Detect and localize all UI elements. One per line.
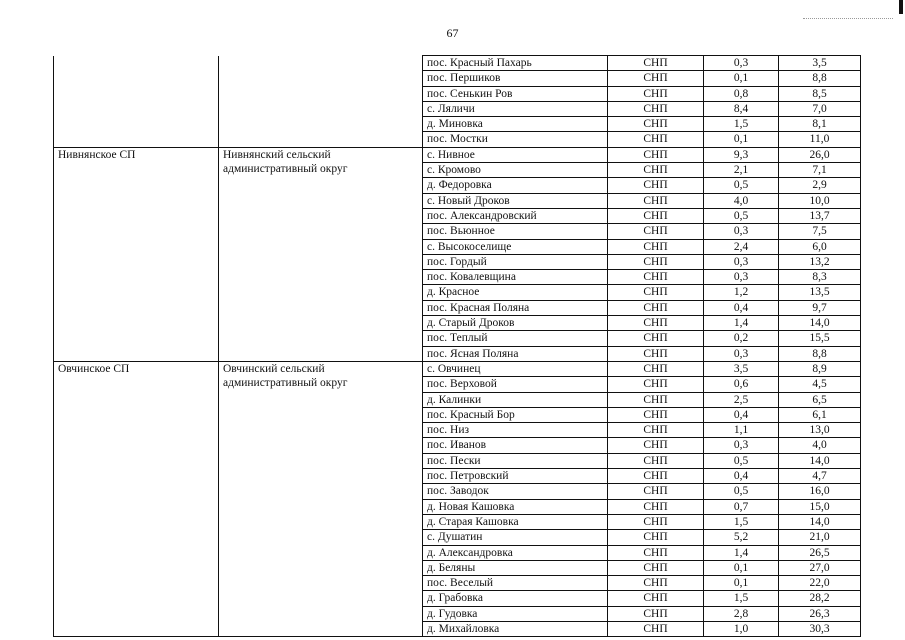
settlement-cell: с. Высокоселище: [423, 239, 608, 254]
type-cell: СНП: [608, 545, 704, 560]
table-row: [54, 117, 861, 132]
distance-cell: 8,3: [779, 270, 861, 285]
district-cell: [219, 514, 423, 529]
settlement-cell: с. Овчинец: [423, 361, 608, 376]
type-cell: СНП: [608, 392, 704, 407]
type-cell: СНП: [608, 101, 704, 116]
district-cell: [219, 438, 423, 453]
distance-cell: 3,5: [779, 56, 861, 71]
type-cell: СНП: [608, 560, 704, 575]
area-cell: 0,3: [704, 56, 779, 71]
settlement-cell: д. Михайловка: [423, 621, 608, 636]
type-cell: СНП: [608, 132, 704, 147]
municipality-cell: [54, 377, 219, 392]
settlement-cell: пос. Заводок: [423, 484, 608, 499]
area-cell: 1,4: [704, 316, 779, 331]
district-cell: [219, 484, 423, 499]
district-cell: [219, 178, 423, 193]
municipality-cell: [54, 591, 219, 606]
area-cell: 0,3: [704, 224, 779, 239]
type-cell: СНП: [608, 86, 704, 101]
area-cell: 5,2: [704, 530, 779, 545]
district-cell: [219, 86, 423, 101]
district-cell: [219, 621, 423, 636]
distance-cell: 6,5: [779, 392, 861, 407]
type-cell: СНП: [608, 300, 704, 315]
distance-cell: 22,0: [779, 576, 861, 591]
area-cell: 2,8: [704, 606, 779, 621]
type-cell: СНП: [608, 530, 704, 545]
district-cell: [219, 270, 423, 285]
table-row: [54, 316, 861, 331]
municipality-cell: [54, 407, 219, 422]
municipality-cell: [54, 71, 219, 86]
settlement-cell: д. Гудовка: [423, 606, 608, 621]
table-row: [54, 270, 861, 285]
distance-cell: 26,0: [779, 147, 861, 162]
distance-cell: 9,7: [779, 300, 861, 315]
distance-cell: 13,5: [779, 285, 861, 300]
area-cell: 2,1: [704, 163, 779, 178]
area-cell: 1,1: [704, 423, 779, 438]
distance-cell: 11,0: [779, 132, 861, 147]
type-cell: СНП: [608, 621, 704, 636]
district-cell: [219, 56, 423, 71]
district-cell: [219, 576, 423, 591]
type-cell: СНП: [608, 514, 704, 529]
distance-cell: 8,1: [779, 117, 861, 132]
settlement-cell: пос. Петровский: [423, 469, 608, 484]
municipality-cell: [54, 346, 219, 361]
table-row: [54, 377, 861, 392]
settlement-cell: пос. Красный Пахарь: [423, 56, 608, 71]
distance-cell: 14,0: [779, 514, 861, 529]
district-cell: [219, 101, 423, 116]
type-cell: СНП: [608, 316, 704, 331]
area-cell: 8,4: [704, 101, 779, 116]
distance-cell: 7,0: [779, 101, 861, 116]
area-cell: 0,5: [704, 208, 779, 223]
distance-cell: 4,0: [779, 438, 861, 453]
table-row: [54, 193, 861, 208]
type-cell: СНП: [608, 576, 704, 591]
table-row: [54, 132, 861, 147]
municipality-cell: [54, 438, 219, 453]
area-cell: 0,5: [704, 484, 779, 499]
area-cell: 2,5: [704, 392, 779, 407]
area-cell: 4,0: [704, 193, 779, 208]
municipality-cell: [54, 514, 219, 529]
distance-cell: 7,5: [779, 224, 861, 239]
district-label: Овчинский сельский административный округ: [223, 362, 348, 389]
municipality-cell: [54, 453, 219, 468]
settlement-cell: с. Ляличи: [423, 101, 608, 116]
table-row: [54, 224, 861, 239]
settlement-cell: пос. Пески: [423, 453, 608, 468]
municipality-cell: [54, 208, 219, 223]
distance-cell: 26,5: [779, 545, 861, 560]
type-cell: СНП: [608, 346, 704, 361]
municipality-cell: [54, 331, 219, 346]
distance-cell: 30,3: [779, 621, 861, 636]
municipality-cell: [54, 300, 219, 315]
settlement-cell: д. Беляны: [423, 560, 608, 575]
distance-cell: 4,5: [779, 377, 861, 392]
district-cell: [219, 392, 423, 407]
district-cell: [219, 224, 423, 239]
area-cell: 0,3: [704, 438, 779, 453]
district-cell: [219, 407, 423, 422]
distance-cell: 15,5: [779, 331, 861, 346]
district-cell: [219, 591, 423, 606]
municipality-cell: [54, 621, 219, 636]
area-cell: 0,3: [704, 270, 779, 285]
distance-cell: 28,2: [779, 591, 861, 606]
municipality-cell: [54, 254, 219, 269]
district-cell: [219, 254, 423, 269]
municipality-cell: [54, 163, 219, 178]
district-cell: [219, 117, 423, 132]
area-cell: 0,7: [704, 499, 779, 514]
table-row: [54, 239, 861, 254]
settlement-cell: д. Грабовка: [423, 591, 608, 606]
municipality-cell: Овчинское СП: [54, 361, 219, 376]
distance-cell: 4,7: [779, 469, 861, 484]
table-row: [54, 392, 861, 407]
district-cell: [219, 71, 423, 86]
table-row: [54, 530, 861, 545]
type-cell: СНП: [608, 606, 704, 621]
table-row: [54, 86, 861, 101]
type-cell: СНП: [608, 407, 704, 422]
municipality-cell: [54, 499, 219, 514]
area-cell: 0,3: [704, 346, 779, 361]
settlement-cell: с. Кромово: [423, 163, 608, 178]
district-cell: [219, 361, 423, 389]
scan-dotted-line: [803, 18, 893, 19]
distance-cell: 8,8: [779, 71, 861, 86]
type-cell: СНП: [608, 117, 704, 132]
table-row: [54, 484, 861, 499]
municipality-cell: [54, 132, 219, 147]
municipality-cell: Нивнянское СП: [54, 147, 219, 162]
type-cell: СНП: [608, 591, 704, 606]
municipality-cell: [54, 560, 219, 575]
type-cell: СНП: [608, 208, 704, 223]
distance-cell: 27,0: [779, 560, 861, 575]
municipality-cell: [54, 86, 219, 101]
area-cell: 0,1: [704, 71, 779, 86]
distance-cell: 13,7: [779, 208, 861, 223]
settlement-cell: д. Калинки: [423, 392, 608, 407]
table-row: [54, 545, 861, 560]
settlement-cell: пос. Александровский: [423, 208, 608, 223]
area-cell: 0,1: [704, 576, 779, 591]
type-cell: СНП: [608, 224, 704, 239]
type-cell: СНП: [608, 499, 704, 514]
settlements-table: [53, 55, 861, 637]
district-cell: [219, 285, 423, 300]
distance-cell: 2,9: [779, 178, 861, 193]
table-row: [54, 163, 861, 178]
type-cell: СНП: [608, 331, 704, 346]
table-row: [54, 576, 861, 591]
area-cell: 1,0: [704, 621, 779, 636]
area-cell: 2,4: [704, 239, 779, 254]
area-cell: 0,2: [704, 331, 779, 346]
settlement-cell: пос. Вьюнное: [423, 224, 608, 239]
type-cell: СНП: [608, 438, 704, 453]
settlement-cell: д. Александровка: [423, 545, 608, 560]
table-row: [54, 361, 861, 376]
municipality-cell: [54, 178, 219, 193]
settlement-cell: с. Нивное: [423, 147, 608, 162]
distance-cell: 26,3: [779, 606, 861, 621]
distance-cell: 13,0: [779, 423, 861, 438]
distance-cell: 14,0: [779, 453, 861, 468]
district-cell: [219, 208, 423, 223]
type-cell: СНП: [608, 254, 704, 269]
area-cell: 0,3: [704, 254, 779, 269]
district-cell: [219, 132, 423, 147]
type-cell: СНП: [608, 71, 704, 86]
settlement-cell: пос. Першиков: [423, 71, 608, 86]
type-cell: СНП: [608, 469, 704, 484]
settlement-cell: пос. Верховой: [423, 377, 608, 392]
distance-cell: 16,0: [779, 484, 861, 499]
settlement-cell: пос. Красная Поляна: [423, 300, 608, 315]
area-cell: 1,5: [704, 514, 779, 529]
municipality-cell: [54, 316, 219, 331]
settlement-cell: пос. Красный Бор: [423, 407, 608, 422]
municipality-cell: [54, 484, 219, 499]
district-cell: [219, 147, 423, 175]
settlement-cell: пос. Иванов: [423, 438, 608, 453]
settlement-cell: пос. Мостки: [423, 132, 608, 147]
district-cell: [219, 316, 423, 331]
area-cell: 9,3: [704, 147, 779, 162]
type-cell: СНП: [608, 270, 704, 285]
municipality-cell: [54, 285, 219, 300]
page-number: 67: [446, 26, 459, 40]
table-row: [54, 560, 861, 575]
type-cell: СНП: [608, 147, 704, 162]
municipality-cell: [54, 270, 219, 285]
type-cell: СНП: [608, 377, 704, 392]
table-row: [54, 453, 861, 468]
type-cell: СНП: [608, 285, 704, 300]
distance-cell: 8,5: [779, 86, 861, 101]
scan-corner-mark: [899, 0, 903, 14]
distance-cell: 8,9: [779, 361, 861, 376]
table-row: [54, 606, 861, 621]
table-row: [54, 101, 861, 116]
distance-cell: 6,0: [779, 239, 861, 254]
district-cell: [219, 300, 423, 315]
municipality-cell: [54, 224, 219, 239]
table-row: [54, 621, 861, 636]
area-cell: 1,4: [704, 545, 779, 560]
type-cell: СНП: [608, 484, 704, 499]
distance-cell: 21,0: [779, 530, 861, 545]
district-cell: [219, 545, 423, 560]
district-cell: [219, 239, 423, 254]
area-cell: 0,1: [704, 132, 779, 147]
table-row: [54, 407, 861, 422]
table-row: [54, 499, 861, 514]
municipality-cell: [54, 530, 219, 545]
settlement-cell: д. Федоровка: [423, 178, 608, 193]
district-cell: [219, 560, 423, 575]
settlement-cell: д. Миновка: [423, 117, 608, 132]
settlement-cell: пос. Сенькин Ров: [423, 86, 608, 101]
distance-cell: 13,2: [779, 254, 861, 269]
table-row: [54, 208, 861, 223]
area-cell: 0,8: [704, 86, 779, 101]
area-cell: 0,6: [704, 377, 779, 392]
table-row: [54, 438, 861, 453]
municipality-cell: [54, 56, 219, 71]
settlement-cell: д. Новая Кашовка: [423, 499, 608, 514]
municipality-cell: [54, 469, 219, 484]
area-cell: 1,5: [704, 117, 779, 132]
settlement-cell: пос. Ясная Поляна: [423, 346, 608, 361]
table-row: [54, 285, 861, 300]
type-cell: СНП: [608, 239, 704, 254]
table-row: [54, 514, 861, 529]
district-cell: [219, 346, 423, 361]
type-cell: СНП: [608, 361, 704, 376]
table-row: [54, 469, 861, 484]
settlement-cell: с. Новый Дроков: [423, 193, 608, 208]
table-row: [54, 56, 861, 71]
municipality-cell: [54, 392, 219, 407]
settlement-cell: пос. Низ: [423, 423, 608, 438]
area-cell: 3,5: [704, 361, 779, 376]
municipality-cell: [54, 576, 219, 591]
municipality-cell: [54, 193, 219, 208]
area-cell: 0,4: [704, 300, 779, 315]
distance-cell: 7,1: [779, 163, 861, 178]
table-row: [54, 591, 861, 606]
type-cell: СНП: [608, 178, 704, 193]
table-row: [54, 423, 861, 438]
district-cell: [219, 530, 423, 545]
type-cell: СНП: [608, 193, 704, 208]
type-cell: СНП: [608, 423, 704, 438]
district-cell: [219, 606, 423, 621]
type-cell: СНП: [608, 453, 704, 468]
area-cell: 1,2: [704, 285, 779, 300]
settlement-cell: пос. Ковалевщина: [423, 270, 608, 285]
table-row: [54, 300, 861, 315]
distance-cell: 8,8: [779, 346, 861, 361]
municipality-cell: [54, 423, 219, 438]
settlement-cell: пос. Теплый: [423, 331, 608, 346]
district-cell: [219, 453, 423, 468]
settlement-cell: д. Красное: [423, 285, 608, 300]
district-cell: [219, 423, 423, 438]
table-row: [54, 147, 861, 162]
district-cell: [219, 499, 423, 514]
type-cell: СНП: [608, 56, 704, 71]
settlement-cell: с. Душатин: [423, 530, 608, 545]
distance-cell: 6,1: [779, 407, 861, 422]
municipality-cell: [54, 239, 219, 254]
table-row: [54, 346, 861, 361]
area-cell: 0,5: [704, 453, 779, 468]
distance-cell: 14,0: [779, 316, 861, 331]
municipality-cell: [54, 101, 219, 116]
municipality-cell: [54, 606, 219, 621]
type-cell: СНП: [608, 163, 704, 178]
municipality-cell: [54, 545, 219, 560]
settlement-cell: пос. Гордый: [423, 254, 608, 269]
table-row: [54, 331, 861, 346]
settlement-cell: пос. Веселый: [423, 576, 608, 591]
area-cell: 0,1: [704, 560, 779, 575]
area-cell: 0,4: [704, 469, 779, 484]
district-cell: [219, 469, 423, 484]
area-cell: 0,4: [704, 407, 779, 422]
area-cell: 1,5: [704, 591, 779, 606]
settlement-cell: д. Старая Кашовка: [423, 514, 608, 529]
district-cell: [219, 193, 423, 208]
distance-cell: 10,0: [779, 193, 861, 208]
table-row: [54, 254, 861, 269]
table-row: [54, 178, 861, 193]
table-row: [54, 71, 861, 86]
area-cell: 0,5: [704, 178, 779, 193]
municipality-cell: [54, 117, 219, 132]
district-label: Нивнянский сельский административный округ: [223, 148, 348, 175]
settlement-cell: д. Старый Дроков: [423, 316, 608, 331]
district-cell: [219, 331, 423, 346]
distance-cell: 15,0: [779, 499, 861, 514]
